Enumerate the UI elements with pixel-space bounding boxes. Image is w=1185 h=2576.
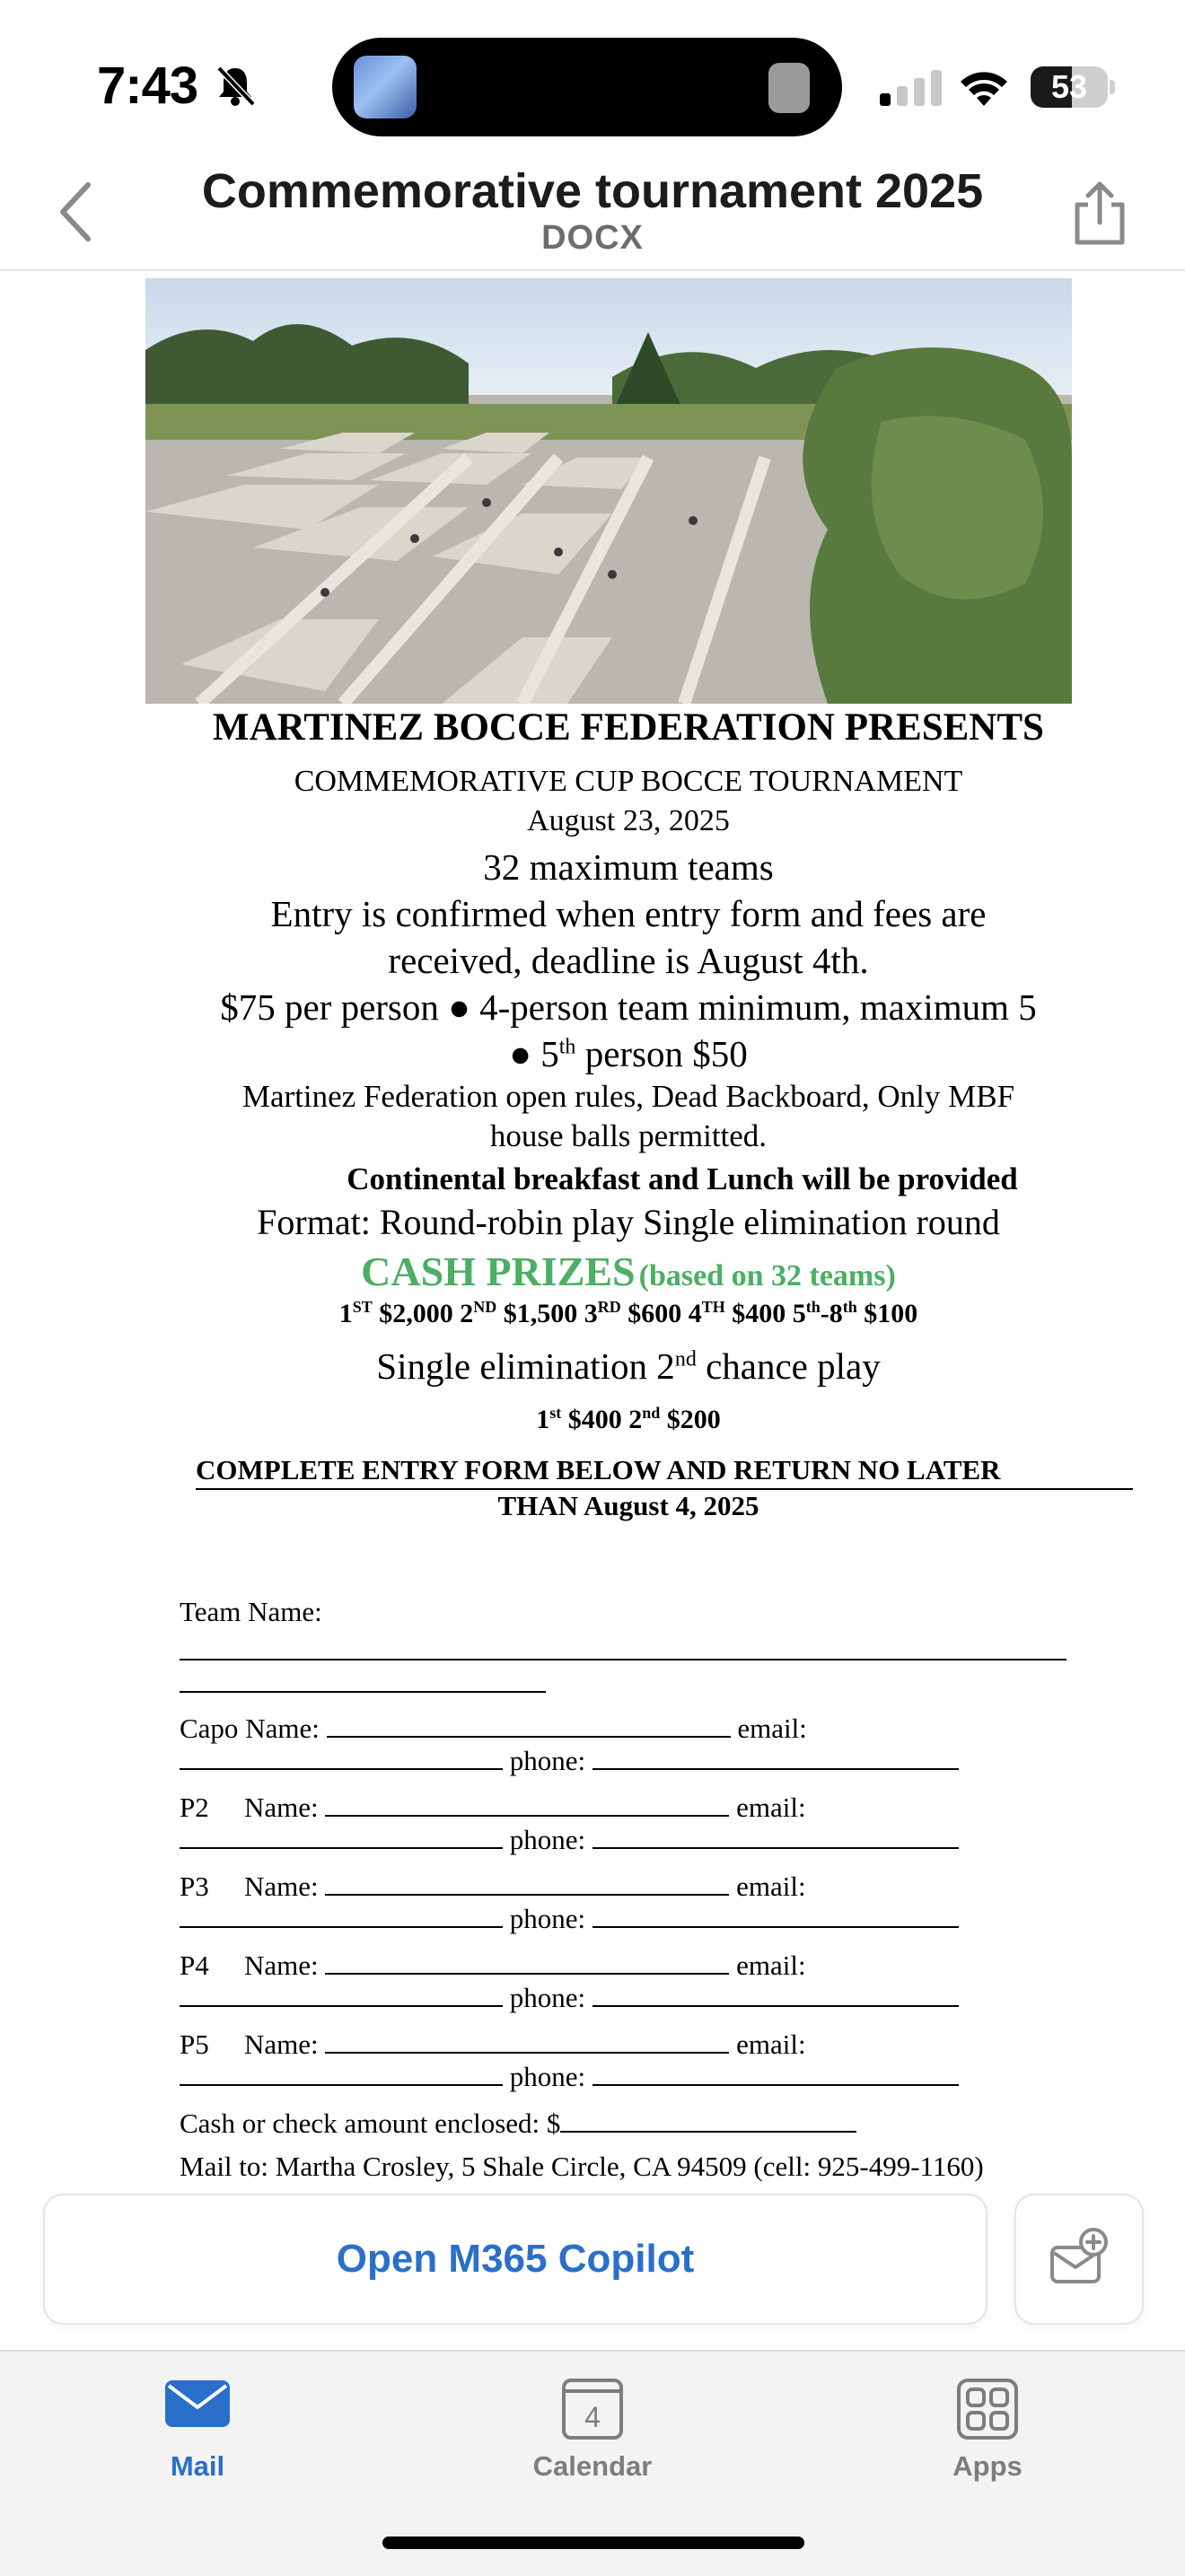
rules-line-1: Martinez Federation open rules, Dead Backboard, Only MBF xyxy=(241,1079,1015,1114)
mail-icon xyxy=(162,2371,233,2434)
prize-list: 1ST $2,000 2ND $1,500 3RD $600 4TH $400 5th-8th $100 xyxy=(338,1298,918,1328)
activity-icon xyxy=(768,63,810,113)
entry-line-1: Entry is confirmed when entry form and fees are xyxy=(270,893,987,934)
document-viewer[interactable] xyxy=(0,271,1185,2192)
team-name-line-2 xyxy=(180,1691,546,1693)
open-copilot-button[interactable] xyxy=(43,2194,988,2325)
tab-mail[interactable] xyxy=(63,2352,332,2513)
compose-envelope-icon xyxy=(1047,2226,1111,2291)
mail-to-line: Mail to: Martha Crosley, 5 Shale Circle, CA 94509 (cell: 925-499-1160) xyxy=(180,2151,984,2182)
apps-grid-icon xyxy=(952,2371,1023,2443)
fee-line-2: ● 5th person $50 xyxy=(509,1033,748,1074)
tab-mail-label: Mail xyxy=(170,2450,225,2482)
fee-line-1: $75 per person ● 4-person team minimum, maximum 5 xyxy=(220,986,1037,1028)
second-chance-heading: Single elimination 2nd chance play xyxy=(376,1345,881,1387)
silent-bell-icon xyxy=(212,63,259,110)
tab-calendar[interactable] xyxy=(458,2352,727,2513)
p3-row: P3 Name: email: xyxy=(180,1867,806,1903)
max-teams: 32 maximum teams xyxy=(483,846,774,888)
flyer-heading: MARTINEZ BOCCE FEDERATION PRESENTS xyxy=(213,706,1044,749)
p2-phone-row: phone: xyxy=(180,1820,959,1856)
document-header xyxy=(0,153,1185,271)
tab-apps-label: Apps xyxy=(952,2450,1023,2482)
p4-phone-row: phone: xyxy=(180,1978,959,2014)
format-line: Format: Round-robin play Single elimination round xyxy=(257,1202,1000,1242)
complete-line-1: COMPLETE ENTRY FORM BELOW AND RETURN NO LATER xyxy=(196,1454,1001,1485)
cash-enclosed-row: Cash or check amount enclosed: $ xyxy=(180,2104,856,2140)
complete-line-2: THAN August 4, 2025 xyxy=(497,1490,759,1521)
p4-row: P4 Name: email: xyxy=(180,1946,806,1982)
open-copilot-label: Open M365 Copilot xyxy=(336,2237,695,2281)
battery-icon xyxy=(1031,66,1117,108)
tab-apps[interactable] xyxy=(853,2352,1122,2513)
cellular-signal-icon xyxy=(880,70,943,106)
team-name-label: Team Name: xyxy=(180,1596,322,1627)
event-name: COMMEMORATIVE CUP BOCCE TOURNAMENT xyxy=(294,765,963,798)
tab-calendar-label: Calendar xyxy=(532,2450,653,2482)
p2-row: P2 Name: email: xyxy=(180,1788,806,1824)
battery-percent: 53 xyxy=(1050,68,1088,105)
home-indicator[interactable] xyxy=(382,2537,804,2549)
entry-line-2: received, deadline is August 4th. xyxy=(388,940,869,981)
team-name-line xyxy=(180,1659,1066,1660)
now-playing-artwork-icon xyxy=(354,56,417,118)
meals-note: Continental breakfast and Lunch will be provided xyxy=(347,1161,1018,1196)
calendar-icon xyxy=(557,2371,628,2443)
capo-phone-row: phone: xyxy=(180,1741,959,1777)
calendar-day-number: 4 xyxy=(584,2401,601,2433)
compose-mail-button[interactable] xyxy=(1014,2194,1144,2325)
wifi-icon xyxy=(957,65,1011,108)
back-chevron-icon[interactable] xyxy=(50,176,104,248)
p3-phone-row: phone: xyxy=(180,1899,959,1935)
cash-prizes: CASH PRIZES (based on 32 teams) xyxy=(361,1249,896,1294)
capo-row: Capo Name: email: xyxy=(180,1709,807,1745)
document-type: DOCX xyxy=(541,219,644,257)
bocce-courts-photo xyxy=(145,278,1072,704)
p5-row: P5 Name: email: xyxy=(180,2025,806,2061)
share-icon[interactable] xyxy=(1068,178,1131,250)
second-chance-prizes: 1st $400 2nd $200 xyxy=(536,1404,721,1434)
event-date: August 23, 2025 xyxy=(527,804,730,837)
document-title: Commemorative tournament 2025 xyxy=(201,164,984,218)
status-bar xyxy=(0,0,1185,153)
p5-phone-row: phone: xyxy=(180,2057,959,2093)
dynamic-island xyxy=(332,38,842,136)
rules-line-2: house balls permitted. xyxy=(489,1118,768,1153)
status-time: 7:43 xyxy=(97,57,198,115)
